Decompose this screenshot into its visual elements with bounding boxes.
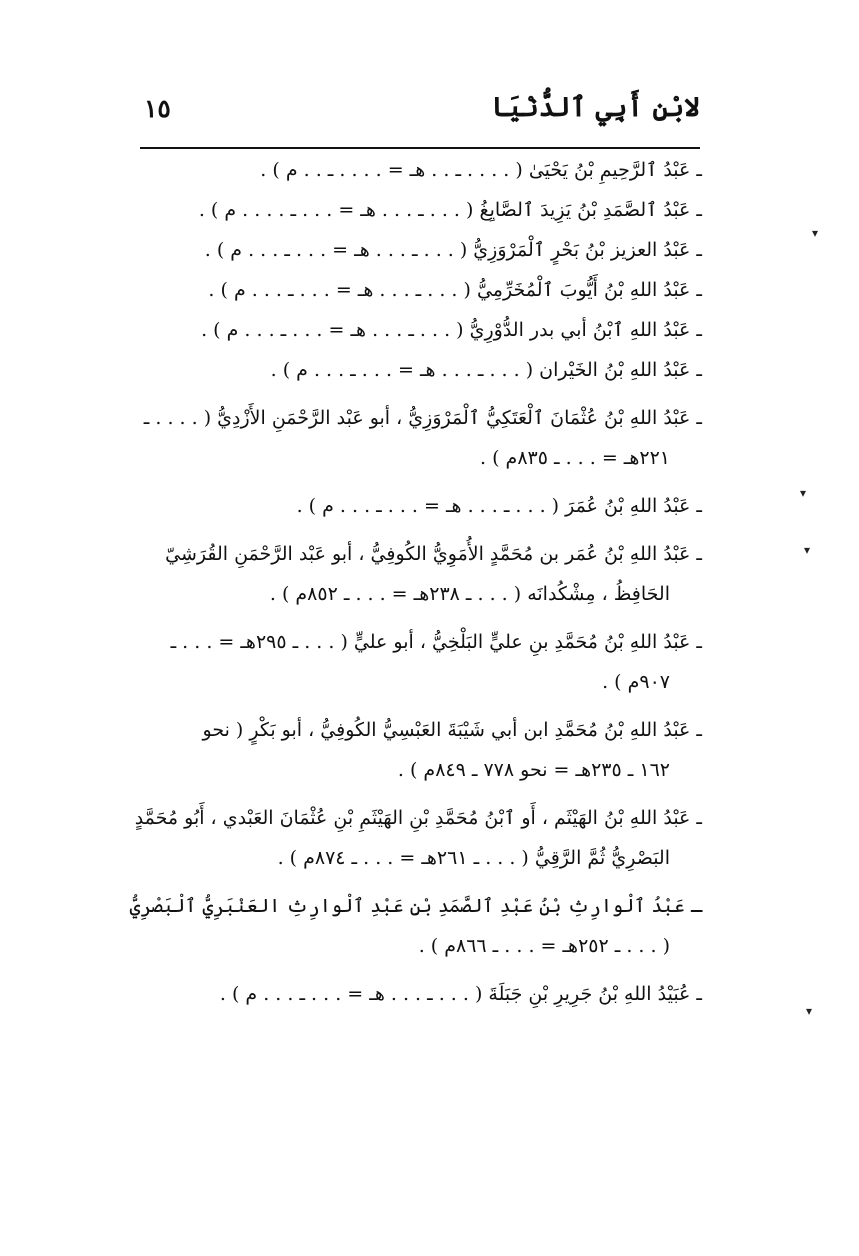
margin-mark: ▾ bbox=[800, 486, 807, 500]
entry-line: ـ عَبْدُ اللهِ بْنُ مُحَمَّدِ ابن أبي شَيْبَةَ العَبْسِيُّ الكُوفِيُّ ، أبو بَكْرٍ ( نحو bbox=[202, 719, 702, 741]
header-rule bbox=[140, 147, 700, 149]
entry-line: ـ عَبْدُ اللهِ بْنُ عُمَر بن مُحَمَّدٍ الأُمَوِيُّ الكُوفِيُّ ، أبو عَبْد الرَّحْمَنِ القُرَشِيّ bbox=[165, 543, 702, 565]
entry-line: ـ عَبْدُ ٱلْوارِثِ بْنُ عَبْدِ ٱلصَّمَدِ بْنِ عَبْدِ ٱلْوارِثِ العَنْبَرِيُّ ٱلْبَصْرِيُّ bbox=[129, 895, 702, 917]
biography-entry bbox=[140, 350, 702, 390]
biography-entry bbox=[140, 486, 702, 526]
biography-entry bbox=[140, 398, 702, 478]
entry-line: ـ عَبْدُ ٱلرَّحِيمِ بْنُ يَحْيَىٰ ( . . . . ـ . . هـ = . . . . ـ . . م ) . bbox=[260, 159, 702, 181]
entry-line-continued: ١٦٢ ـ ٢٣٥هـ = نحو ٧٧٨ ـ ٨٤٩م ) . bbox=[397, 759, 670, 781]
biography-entry bbox=[134, 798, 702, 878]
running-head: لابْنِ أَبِي ٱلدُّنْيَا bbox=[491, 92, 700, 123]
entry-line-continued: ( . . . ـ ٢٥٢هـ = . . . ـ ٨٦٦م ) . bbox=[418, 935, 670, 957]
margin-mark: ▾ bbox=[812, 226, 819, 240]
entry-line: ـ عَبْدُ اللهِ بْنُ أَيُّوبَ ٱلْمُخَرِّمِيُّ ( . . . ـ . . . هـ = . . . ـ . . . م ) . bbox=[208, 279, 702, 301]
biography-entry bbox=[140, 310, 702, 350]
entry-line: ـ عُبَيْدُ اللهِ بْنُ جَرِيرِ بْنِ جَبَلَةَ ( . . . ـ . . . هـ = . . . ـ . . . م ) . bbox=[219, 983, 702, 1005]
entry-line-continued: ٩٠٧م ) . bbox=[602, 671, 670, 693]
entry-line: ـ عَبْدُ اللهِ بْنُ الخَيْران ( . . . ـ . . . هـ = . . . ـ . . . م ) . bbox=[270, 359, 702, 381]
biography-entry bbox=[140, 150, 702, 190]
biography-entry bbox=[140, 710, 702, 790]
biography-entry bbox=[140, 622, 702, 702]
biography-entry bbox=[140, 974, 702, 1014]
entry-line: ـ عَبْدُ العزيز بْنُ بَحْرٍ ٱلْمَرْوَزِيُّ ( . . . ـ . . . هـ = . . . ـ . . . م ) . bbox=[204, 239, 702, 261]
page-header bbox=[140, 88, 700, 146]
biography-entry bbox=[129, 886, 702, 966]
entry-line-continued: الحَافِظُ ، مِشْكُدانَه ( . . . ـ ٢٣٨هـ = . . . ـ ٨٥٢م ) . bbox=[269, 583, 670, 605]
biography-entry bbox=[140, 230, 702, 270]
entry-line-continued: البَصْرِيُّ ثُمَّ الرَّقِيُّ ( . . . ـ ٢٦١هـ = . . . ـ ٨٧٤م ) . bbox=[277, 847, 670, 869]
entry-line: ـ عَبْدُ اللهِ ٱبْنُ أبي بدر الدُّوْرِيُّ ( . . . ـ . . . هـ = . . . ـ . . . م ) . bbox=[201, 319, 702, 341]
biography-entry bbox=[140, 190, 702, 230]
biography-entry bbox=[140, 270, 702, 310]
margin-mark: ▾ bbox=[804, 543, 811, 557]
entry-line: ـ عَبْدُ اللهِ بْنُ مُحَمَّدِ بنِ عليٍّ البَلْخِيُّ ، أبو عليٍّ ( . . . ـ ٢٩٥هـ = . . . ـ bbox=[170, 631, 702, 653]
entry-line: ـ عَبْدُ اللهِ بْنُ عُمَرَ ( . . . ـ . . . هـ = . . . ـ . . . م ) . bbox=[296, 495, 702, 517]
entry-list bbox=[129, 150, 702, 1014]
biography-entry bbox=[140, 534, 702, 614]
entry-line-continued: ٢٢١هـ = . . . ـ ٨٣٥م ) . bbox=[480, 447, 670, 469]
margin-mark: ▾ bbox=[806, 1004, 813, 1018]
entry-line: ـ عَبْدُ اللهِ بْنُ الهَيْثَم ، أَو ٱبْنُ مُحَمَّدِ بْنِ الهَيْثَمِ بْنِ عُثْمَانَ العَبْدي ، أَبُو مُحَمَّدٍ bbox=[134, 807, 702, 829]
entry-line: ـ عَبْدُ ٱلصَّمَدِ بْنُ يَزِيدَ ٱلصَّايِغُ ( . . . ـ . . . هـ = . . . ـ . . . . م ) . bbox=[198, 199, 702, 221]
page-number: ١٥ bbox=[144, 94, 171, 123]
entry-line: ـ عَبْدُ اللهِ بْنُ عُثْمَانَ ٱلْعَتَكِيُّ ٱلْمَرْوَزِيُّ ، أبو عَبْد الرَّحْمَنِ الأَزْدِيُّ ( . . . . ـ bbox=[143, 407, 702, 429]
